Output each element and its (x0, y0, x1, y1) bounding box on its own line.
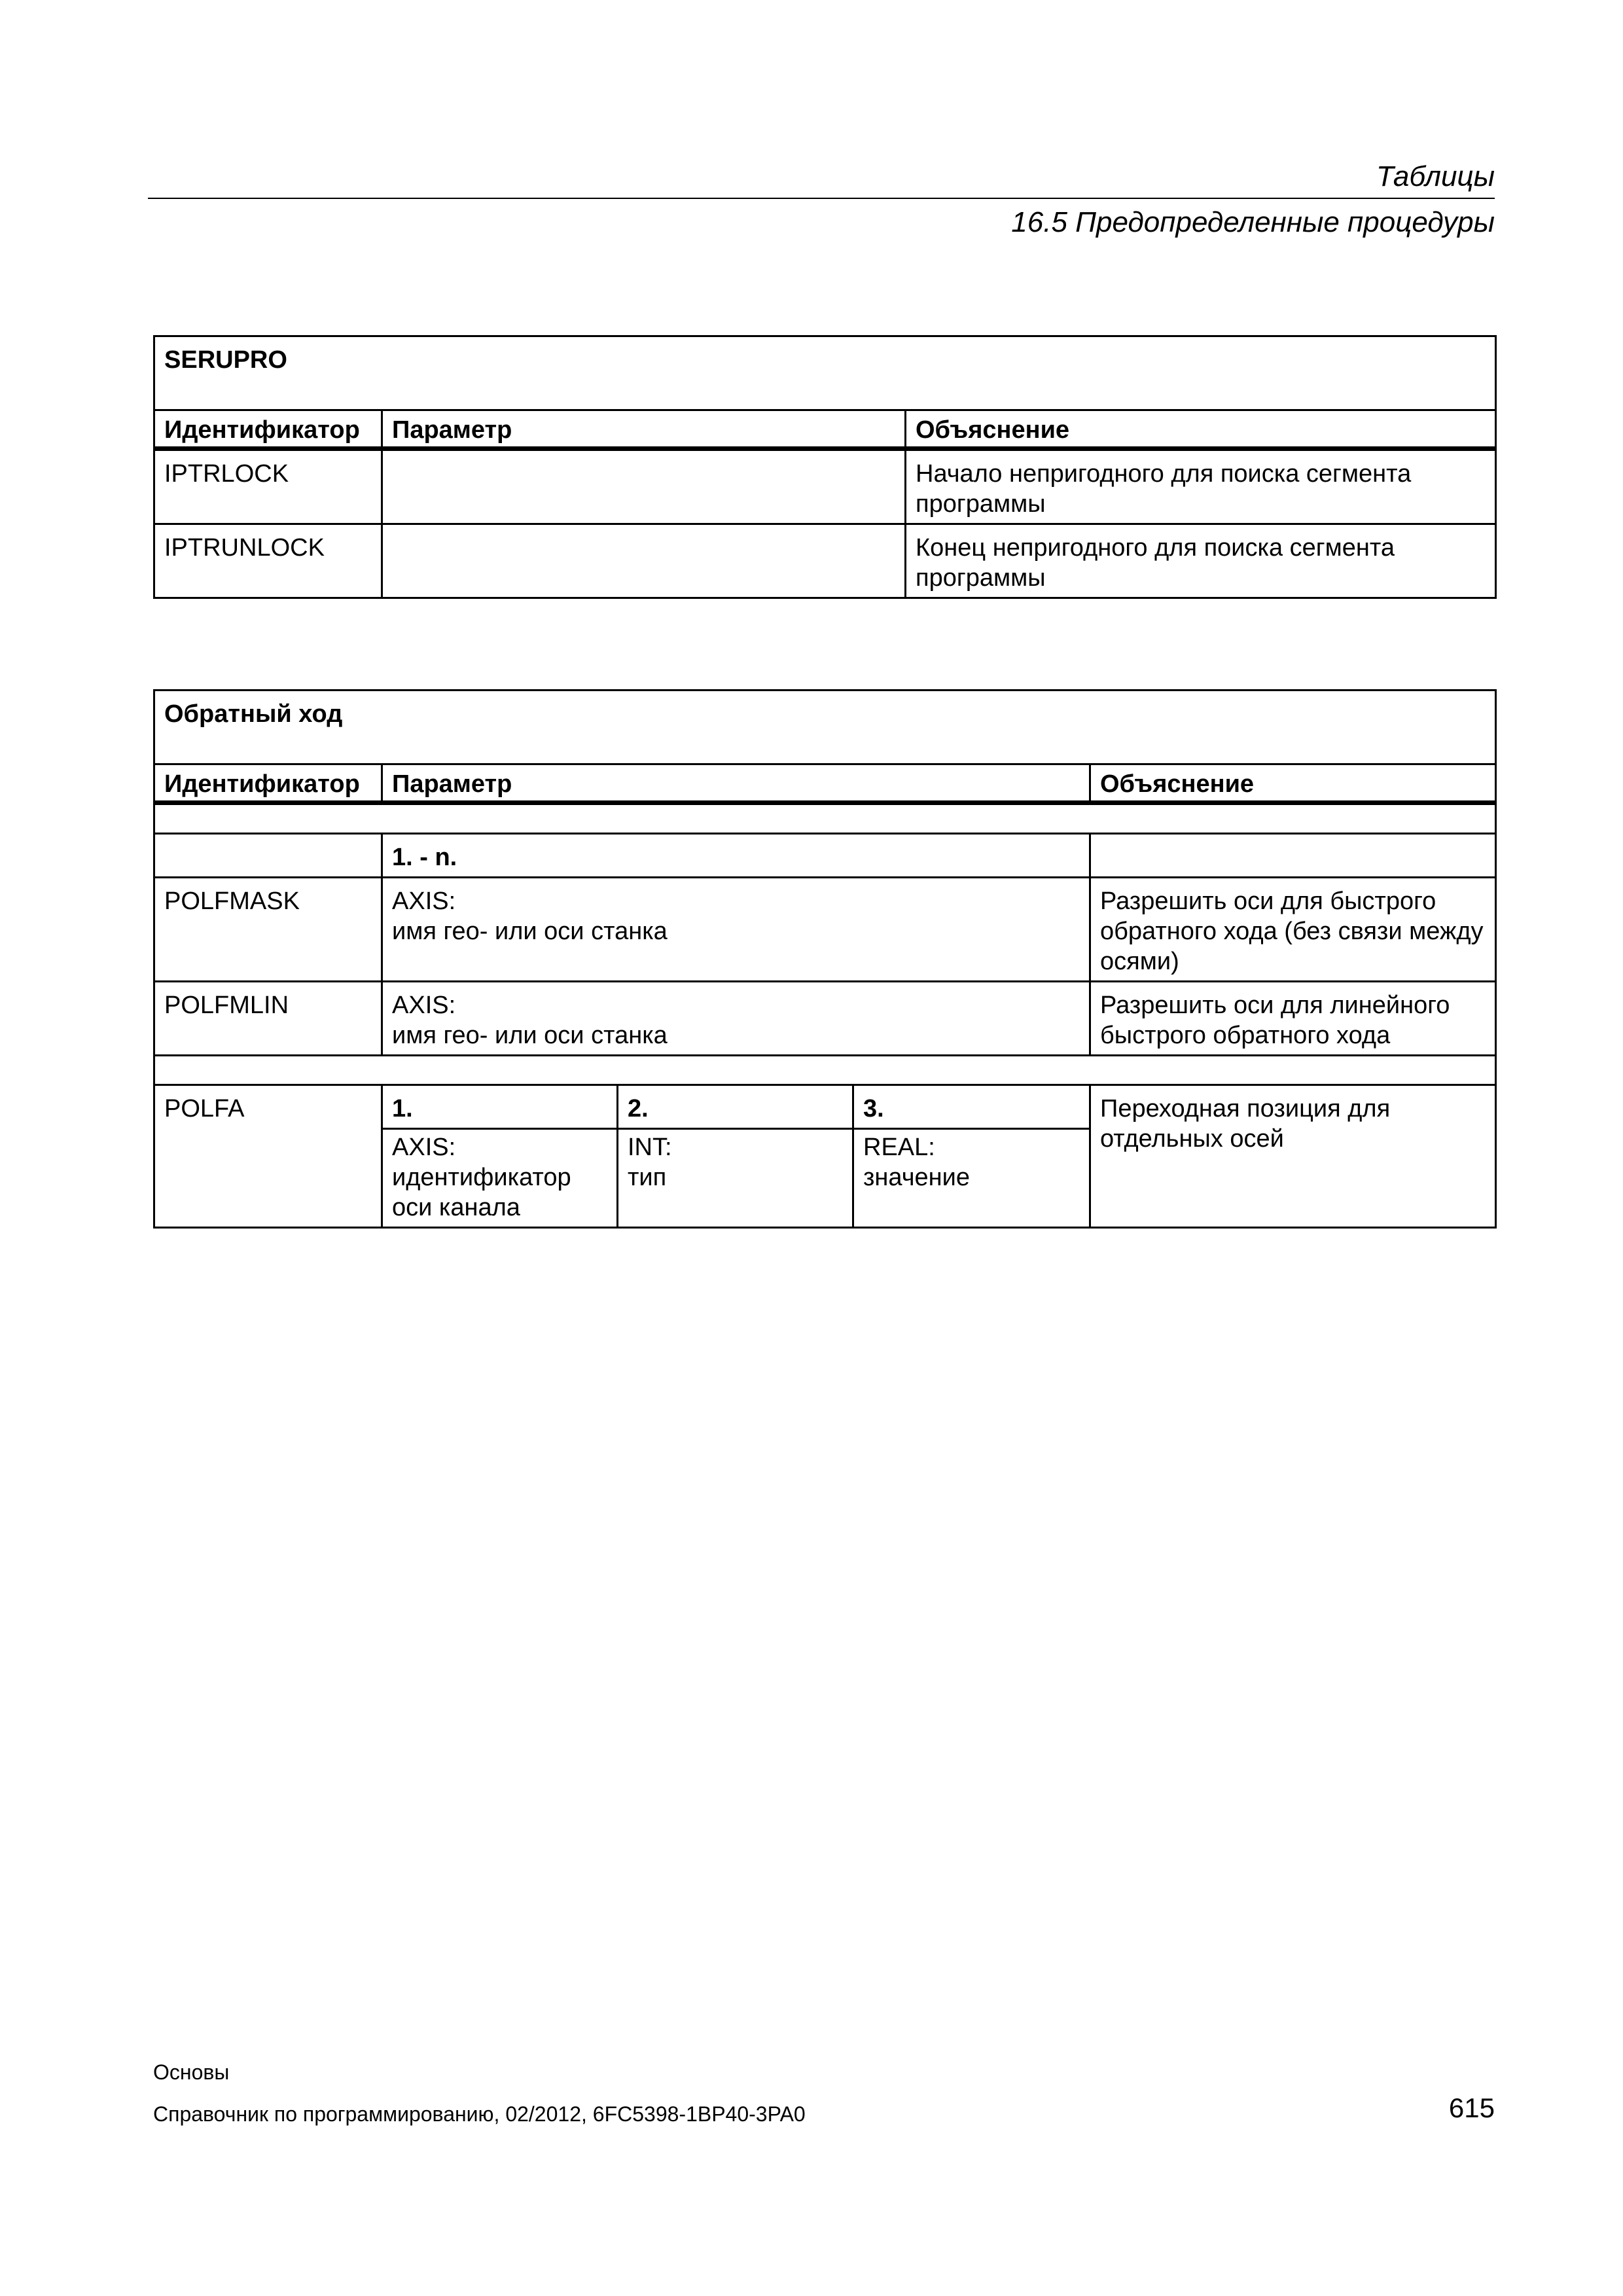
param-description: идентификатор оси канала (392, 1164, 571, 1221)
param-description: значение (863, 1164, 970, 1191)
param-type: REAL: (863, 1134, 935, 1161)
table-caption: Обратный ход (154, 691, 1496, 764)
header-title: Таблицы (1376, 160, 1495, 192)
range-label: 1. - n. (382, 834, 1090, 878)
row-identifier: IPTRLOCK (154, 449, 382, 524)
param-type: AXIS: (392, 1134, 456, 1161)
footer-reference: Справочник по программированию, 02/2012, 6FC5398-1BP40-3PA0 (153, 2102, 806, 2126)
spacer-row (154, 803, 1496, 834)
table-caption-row (154, 336, 1496, 410)
column-header-identifier: Идентификатор (154, 410, 382, 449)
table-row (154, 982, 1496, 1056)
column-header-identifier: Идентификатор (154, 764, 382, 803)
table-row (154, 449, 1496, 524)
param-description: имя гео- или оси станка (392, 918, 668, 945)
param-cell (382, 1129, 618, 1228)
range-row (154, 834, 1496, 878)
param-index: 2. (618, 1085, 853, 1129)
column-header-row (154, 764, 1496, 803)
param-description: имя гео- или оси станка (392, 1022, 668, 1049)
polfa-header-row (154, 1085, 1496, 1129)
param-cell (853, 1129, 1090, 1228)
row-identifier: IPTRUNLOCK (154, 524, 382, 598)
row-identifier: POLFA (154, 1085, 382, 1228)
column-header-row (154, 410, 1496, 449)
row-identifier: POLFMLIN (154, 982, 382, 1056)
header-rule (148, 198, 1495, 199)
row-explanation: Переходная позиция для отдельных осей (1090, 1085, 1496, 1228)
column-header-explanation: Объяснение (1090, 764, 1496, 803)
row-explanation: Разрешить оси для быстрого обратного хода (без связи между осями) (1090, 878, 1496, 982)
param-cell (618, 1129, 853, 1228)
header-subtitle: 16.5 Предопределенные процедуры (1011, 206, 1495, 238)
retract-table (153, 689, 1497, 1229)
row-parameter (382, 449, 906, 524)
param-description: тип (628, 1164, 667, 1191)
column-header-explanation: Объяснение (906, 410, 1496, 449)
row-identifier: POLFMASK (154, 878, 382, 982)
column-header-parameter: Параметр (382, 410, 906, 449)
row-parameter (382, 982, 1090, 1056)
table-row (154, 878, 1496, 982)
footer-book-title: Основы (153, 2060, 230, 2084)
row-parameter (382, 878, 1090, 982)
table-caption-row (154, 691, 1496, 764)
row-explanation: Конец непригодного для поиска сегмента программы (906, 524, 1496, 598)
table-caption: SERUPRO (154, 336, 1496, 410)
param-index: 3. (853, 1085, 1090, 1129)
serupro-table (153, 335, 1497, 599)
spacer-row (154, 1056, 1496, 1085)
param-type: AXIS: (392, 888, 456, 915)
table-row (154, 524, 1496, 598)
param-type: INT: (628, 1134, 672, 1161)
column-header-parameter: Параметр (382, 764, 1090, 803)
param-index: 1. (382, 1085, 618, 1129)
row-explanation: Начало непригодного для поиска сегмента программы (906, 449, 1496, 524)
row-parameter (382, 524, 906, 598)
page-number: 615 (1448, 2092, 1495, 2123)
param-type: AXIS: (392, 992, 456, 1019)
row-explanation: Разрешить оси для линейного быстрого обратного хода (1090, 982, 1496, 1056)
